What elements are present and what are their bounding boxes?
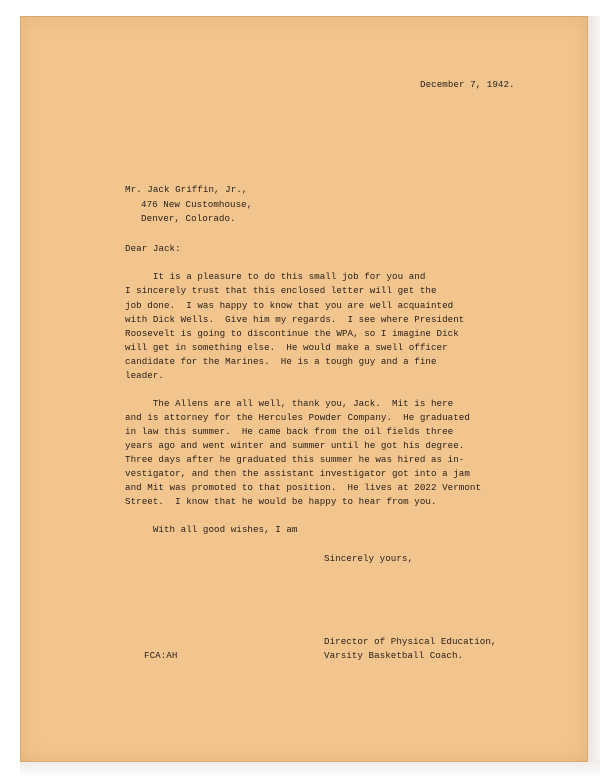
address-line-name: Mr. Jack Griffin, Jr., <box>125 184 248 195</box>
address-line-street: 476 New Customhouse, <box>141 199 253 210</box>
address-line-city: Denver, Colorado. <box>141 213 236 224</box>
paragraph-line: leader. <box>125 370 164 381</box>
signature-title-line: Director of Physical Education, <box>324 636 497 647</box>
paragraph-line: Three days after he graduated this summer he was hired as in- <box>125 454 465 465</box>
closing: Sincerely yours, <box>324 553 414 564</box>
paragraph-line: and Mit was promoted to that position. He lives at 2022 Vermont <box>125 482 482 493</box>
paragraph-line: Roosevelt is going to discontinue the WPA, so I imagine Dick <box>125 328 459 339</box>
page-bottom-shadow <box>20 761 600 777</box>
paragraph-line: vestigator, and then the assistant investigator got into a jam <box>125 468 470 479</box>
letter-page <box>20 16 588 762</box>
paragraph-line: The Allens are all well, thank you, Jack. Mit is here <box>125 398 454 409</box>
paragraph-line: years ago and went winter and summer until he got his degree. <box>125 440 465 451</box>
typist-initials: FCA:AH <box>144 650 178 661</box>
paragraph-line: It is a pleasure to do this small job for you and <box>125 271 426 282</box>
signature-title-line: Varsity Basketball Coach. <box>324 650 464 661</box>
paragraph-3: With all good wishes, I am <box>125 524 298 535</box>
paragraph-line: will get in something else. He would make a swell officer <box>125 342 448 353</box>
paragraph-line: Street. I know that he would be happy to hear from you. <box>125 496 437 507</box>
paragraph-line: and is attorney for the Hercules Powder Company. He graduated <box>125 412 470 423</box>
letter-date: December 7, 1942. <box>420 79 515 90</box>
page-edge-shadow <box>586 16 600 761</box>
paragraph-line: job done. I was happy to know that you are well acquainted <box>125 300 454 311</box>
paragraph-line: I sincerely trust that this enclosed letter will get the <box>125 285 437 296</box>
paragraph-line: in law this summer. He came back from the oil fields three <box>125 426 454 437</box>
paragraph-line: with Dick Wells. Give him my regards. I see where President <box>125 314 465 325</box>
salutation: Dear Jack: <box>125 243 181 254</box>
paragraph-line: candidate for the Marines. He is a tough guy and a fine <box>125 356 437 367</box>
